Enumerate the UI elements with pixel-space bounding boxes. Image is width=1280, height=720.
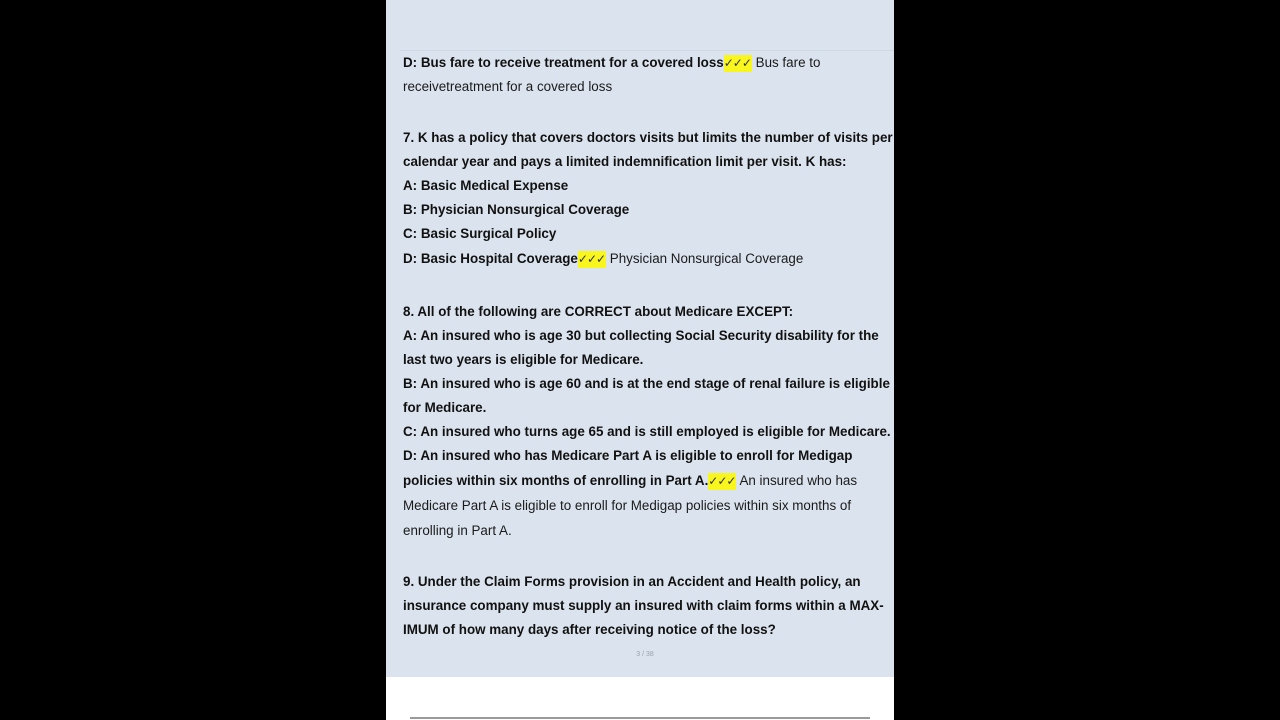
q8-option-b-line1: B: An insured who is age 60 and is at the end stage of renal failure is eligible [403, 376, 890, 391]
q8-option-a-line1: A: An insured who is age 30 but collecting Social Security disability for the [403, 328, 879, 343]
q7-option-c: C: Basic Surgical Policy [403, 226, 557, 241]
answer-text: An insured who has [736, 473, 858, 488]
answer-text: enrolling in Part A. [403, 523, 512, 538]
q7-question-line1: 7. K has a policy that covers doctors visits but limits the number of visits per [403, 130, 893, 145]
q8-answer-line3 [403, 518, 893, 543]
spacer [403, 99, 893, 126]
spacer [403, 543, 893, 570]
q8-option-a-line2: last two years is eligible for Medicare. [403, 352, 644, 367]
q9-question-line3: IMUM of how many days after receiving notice of the loss? [403, 622, 776, 637]
q8-option-d-line1: D: An insured who has Medicare Part A is eligible to enroll for Medigap [403, 448, 853, 463]
check-mark-icon: ✓✓✓ [708, 474, 736, 488]
option-text: D: Basic Hospital Coverage [403, 251, 578, 266]
document-page [386, 0, 894, 677]
q8-question: 8. All of the following are CORRECT about Medicare EXCEPT: [403, 304, 794, 319]
answer-text: Bus fare to [751, 55, 821, 70]
q7-question-line2: calendar year and pays a limited indemnification limit per visit. K has: [403, 154, 847, 169]
q9-question-line2: insurance company must supply an insured with claim forms within a MAX- [403, 598, 884, 613]
q9-question-line1: 9. Under the Claim Forms provision in an Accident and Health policy, an [403, 574, 861, 589]
q7-option-d [403, 246, 893, 271]
q8-option-c: C: An insured who turns age 65 and is still employed is eligible for Medicare. [403, 424, 891, 439]
document-viewer[interactable] [386, 0, 894, 720]
next-page-divider [410, 717, 870, 719]
check-mark-icon: ✓✓✓ [723, 56, 751, 70]
q6-answer-continued [403, 75, 893, 99]
q8-option-b-line2: for Medicare. [403, 400, 487, 415]
q8-answer-line2 [403, 493, 893, 518]
q7-option-a: A: Basic Medical Expense [403, 178, 569, 193]
q6-option-d [403, 50, 893, 75]
page-number: 3 / 38 [636, 651, 654, 658]
page-content [403, 50, 893, 642]
option-text: policies within six months of enrolling in Part A. [403, 473, 709, 488]
answer-text: Medicare Part A is eligible to enroll for Medigap policies within six months of [403, 498, 852, 513]
answer-text: receivetreatment for a covered loss [403, 79, 613, 94]
q8-option-d-line2 [403, 468, 893, 493]
q7-option-b: B: Physician Nonsurgical Coverage [403, 202, 630, 217]
option-text: D: Bus fare to receive treatment for a covered loss [403, 55, 724, 70]
spacer [403, 271, 893, 300]
check-mark-icon: ✓✓✓ [577, 252, 606, 266]
answer-text: Physician Nonsurgical Coverage [606, 251, 804, 266]
